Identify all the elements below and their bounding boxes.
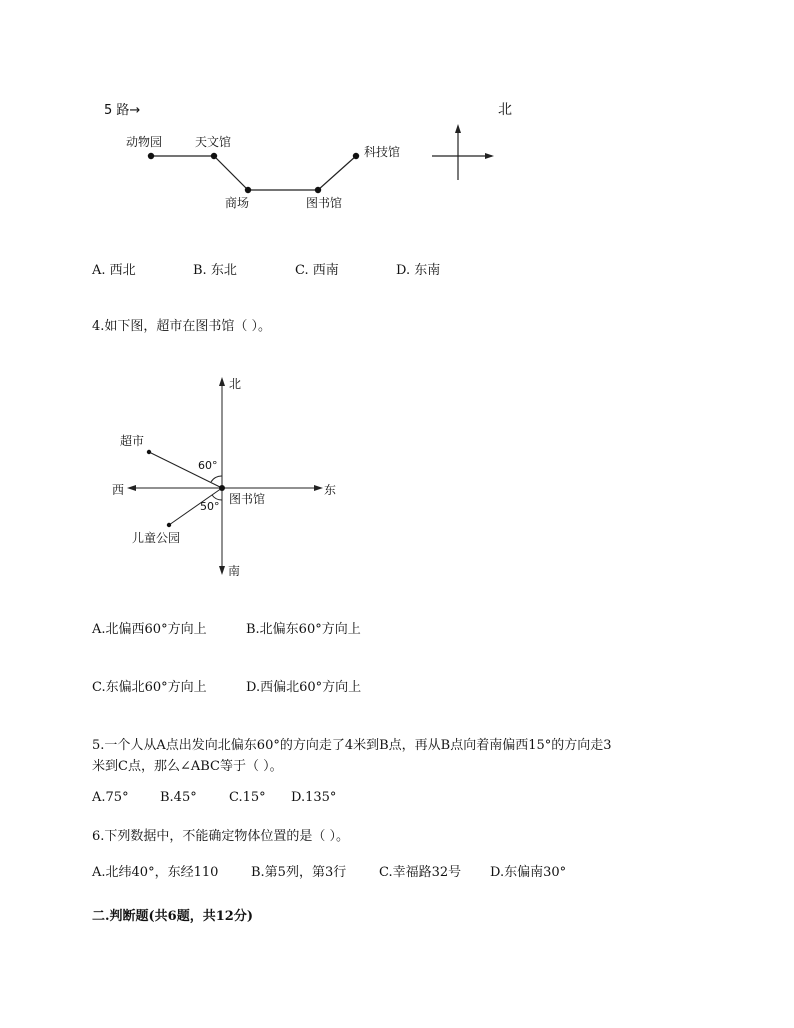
west-arrow	[127, 485, 136, 491]
supermarket-label: 超市	[120, 434, 145, 448]
q6-option-a: A.北纬40°，东经110	[92, 865, 219, 880]
q4-option-d: D.西偏北60°方向上	[246, 680, 362, 695]
park-label: 儿童公园	[132, 531, 181, 545]
q5-option-b: B.45°	[160, 790, 197, 805]
q4-option-a: A.北偏西60°方向上	[92, 622, 207, 637]
q5-question-line1: 5.一个人从A点出发向北偏东60°的方向走了4米到B点，再从B点向着南偏西15°的方向走3	[92, 738, 612, 753]
q3-option-a: A. 西北	[92, 263, 136, 278]
route-label: 5 路→	[104, 103, 141, 118]
stop-label-mall: 商场	[225, 196, 250, 210]
compass-east-label: 东	[324, 483, 337, 497]
section-title: 二.判断题(共6题，共12分)	[92, 909, 253, 924]
stop-dot	[353, 153, 359, 159]
angle-50-label: 50°	[200, 500, 220, 513]
south-arrow	[219, 566, 225, 575]
q5-option-c: C.15°	[229, 790, 266, 805]
q4-option-c: C.东偏北60°方向上	[92, 680, 207, 695]
north-arrow	[219, 377, 225, 386]
q6-option-b: B.第5列，第3行	[251, 865, 347, 880]
center-library-label: 图书馆	[229, 492, 266, 506]
q4-question: 4.如下图，超市在图书馆（ ）。	[92, 319, 272, 334]
q5-option-a: A.75°	[92, 790, 129, 805]
park-dot	[167, 523, 171, 527]
q3-option-c: C. 西南	[295, 263, 339, 278]
stop-dot	[245, 187, 251, 193]
compass-north-label: 北	[229, 377, 242, 391]
compass-south-label: 南	[228, 564, 241, 578]
q3-option-b: B. 东北	[193, 263, 237, 278]
compass-west-label: 西	[112, 483, 125, 497]
q6-question: 6.下列数据中，不能确定物体位置的是（ ）。	[92, 829, 350, 844]
supermarket-dot	[147, 450, 151, 454]
q4-option-b: B.北偏东60°方向上	[246, 622, 361, 637]
q5-option-d: D.135°	[291, 790, 337, 805]
stop-dot	[148, 153, 154, 159]
stop-label-science-museum: 科技馆	[364, 145, 401, 159]
library-dot	[219, 485, 225, 491]
q5-question-line2: 米到C点，那么∠ABC等于（ ）。	[92, 759, 283, 774]
stop-label-planetarium: 天文馆	[195, 135, 232, 149]
compass-north-arrow	[455, 124, 461, 133]
stop-dot	[315, 187, 321, 193]
angle-60-label: 60°	[198, 459, 218, 472]
stop-label-zoo: 动物园	[126, 135, 163, 149]
q3-option-d: D. 东南	[396, 263, 441, 278]
stop-label-library: 图书馆	[306, 196, 343, 210]
east-arrow	[314, 485, 323, 491]
north-label: 北	[498, 102, 512, 118]
q6-option-d: D.东偏南30°	[490, 865, 567, 880]
compass-east-arrow	[485, 153, 494, 159]
q6-option-c: C.幸福路32号	[379, 865, 462, 880]
stop-dot	[211, 153, 217, 159]
